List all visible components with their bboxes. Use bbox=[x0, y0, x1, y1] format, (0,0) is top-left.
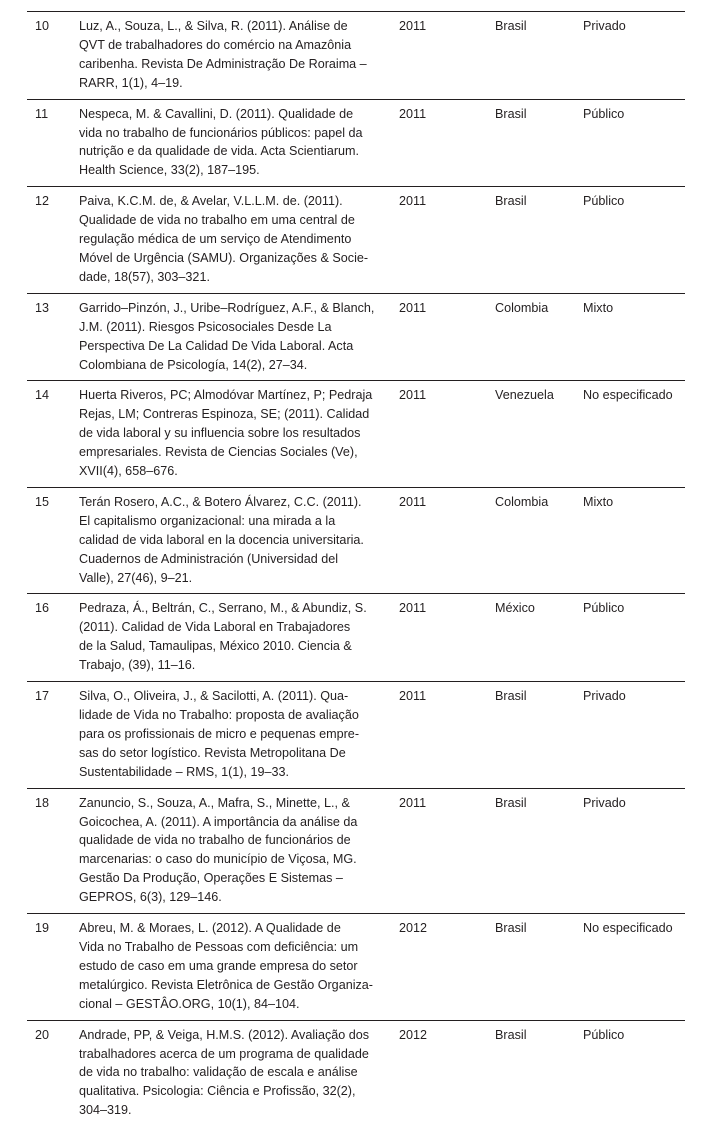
reference-line: Pedraza, Á., Beltrán, C., Serrano, M., & Abundiz, S. bbox=[79, 599, 393, 618]
sector-cell: Privado bbox=[583, 12, 685, 100]
table-row bbox=[27, 594, 685, 682]
reference-line: J.M. (2011). Riesgos Psicosociales Desde La bbox=[79, 318, 393, 337]
reference-cell bbox=[79, 12, 399, 100]
country-cell: Colombia bbox=[495, 293, 583, 381]
reference-line: QVT de trabalhadores do comércio na Amazônia bbox=[79, 36, 393, 55]
sector-cell: Privado bbox=[583, 788, 685, 913]
row-number: 16 bbox=[27, 594, 79, 682]
reference-cell bbox=[79, 487, 399, 594]
year-cell: 2011 bbox=[399, 293, 495, 381]
reference-line: qualidade de vida no trabalho de funcionários de bbox=[79, 831, 393, 850]
sector-cell: Público bbox=[583, 1020, 685, 1126]
year-cell: 2011 bbox=[399, 682, 495, 789]
reference-cell bbox=[79, 788, 399, 913]
reference-line: cional – GESTÂO.ORG, 10(1), 84–104. bbox=[79, 995, 393, 1014]
year-cell: 2011 bbox=[399, 99, 495, 187]
sector-cell: Público bbox=[583, 594, 685, 682]
reference-line: Gestão Da Produção, Operações E Sistemas – bbox=[79, 869, 393, 888]
year-cell: 2012 bbox=[399, 1020, 495, 1126]
reference-line: qualitativa. Psicologia: Ciência e Profissão, 32(2), bbox=[79, 1082, 393, 1101]
reference-line: de la Salud, Tamaulipas, México 2010. Ciencia & bbox=[79, 637, 393, 656]
references-table-body bbox=[27, 12, 685, 1126]
reference-line: Qualidade de vida no trabalho em uma central de bbox=[79, 211, 393, 230]
reference-line: Móvel de Urgência (SAMU). Organizações & Socie- bbox=[79, 249, 393, 268]
reference-line: lidade de Vida no Trabalho: proposta de avaliação bbox=[79, 706, 393, 725]
country-cell: Brasil bbox=[495, 788, 583, 913]
sector-cell: Privado bbox=[583, 682, 685, 789]
reference-line: dade, 18(57), 303–321. bbox=[79, 268, 393, 287]
country-cell: Brasil bbox=[495, 187, 583, 294]
reference-line: Health Science, 33(2), 187–195. bbox=[79, 161, 393, 180]
table-row bbox=[27, 1020, 685, 1126]
row-number: 11 bbox=[27, 99, 79, 187]
year-cell: 2011 bbox=[399, 487, 495, 594]
reference-line: Andrade, PP, & Veiga, H.M.S. (2012). Avaliação dos bbox=[79, 1026, 393, 1045]
reference-line: Valle), 27(46), 9–21. bbox=[79, 569, 393, 588]
row-number: 13 bbox=[27, 293, 79, 381]
sector-cell: No especificado bbox=[583, 914, 685, 1021]
year-cell: 2011 bbox=[399, 187, 495, 294]
table-row bbox=[27, 381, 685, 488]
reference-line: Colombiana de Psicología, 14(2), 27–34. bbox=[79, 356, 393, 375]
table-row bbox=[27, 12, 685, 100]
reference-line: regulação médica de um serviço de Atendimento bbox=[79, 230, 393, 249]
reference-line: Rejas, LM; Contreras Espinoza, SE; (2011). Calidad bbox=[79, 405, 393, 424]
reference-line: trabalhadores acerca de um programa de qualidade bbox=[79, 1045, 393, 1064]
reference-line: sas do setor logístico. Revista Metropolitana De bbox=[79, 744, 393, 763]
sector-cell: Mixto bbox=[583, 487, 685, 594]
reference-line: Sustentabilidade – RMS, 1(1), 19–33. bbox=[79, 763, 393, 782]
reference-line: empresariales. Revista de Ciencias Sociales (Ve), bbox=[79, 443, 393, 462]
year-cell: 2011 bbox=[399, 594, 495, 682]
table-row bbox=[27, 99, 685, 187]
year-cell: 2012 bbox=[399, 914, 495, 1021]
reference-line: Zanuncio, S., Souza, A., Mafra, S., Minette, L., & bbox=[79, 794, 393, 813]
table-row bbox=[27, 682, 685, 789]
reference-line: RARR, 1(1), 4–19. bbox=[79, 74, 393, 93]
reference-line: Cuadernos de Administración (Universidad del bbox=[79, 550, 393, 569]
reference-cell bbox=[79, 594, 399, 682]
country-cell: México bbox=[495, 594, 583, 682]
reference-line: Nespeca, M. & Cavallini, D. (2011). Qualidade de bbox=[79, 105, 393, 124]
reference-line: caribenha. Revista De Administração De Roraima – bbox=[79, 55, 393, 74]
reference-line: nutrição e da qualidade de vida. Acta Scientiarum. bbox=[79, 142, 393, 161]
reference-line: Luz, A., Souza, L., & Silva, R. (2011). Análise de bbox=[79, 17, 393, 36]
reference-cell bbox=[79, 682, 399, 789]
references-table-container bbox=[27, 11, 685, 1126]
country-cell: Colombia bbox=[495, 487, 583, 594]
row-number: 14 bbox=[27, 381, 79, 488]
year-cell: 2011 bbox=[399, 788, 495, 913]
reference-line: de vida no trabalho: validação de escala e análise bbox=[79, 1063, 393, 1082]
country-cell: Brasil bbox=[495, 1020, 583, 1126]
reference-cell bbox=[79, 1020, 399, 1126]
reference-line: calidad de vida laboral en la docencia universitaria. bbox=[79, 531, 393, 550]
table-row bbox=[27, 788, 685, 913]
reference-line: vida no trabalho de funcionários públicos: papel da bbox=[79, 124, 393, 143]
country-cell: Brasil bbox=[495, 914, 583, 1021]
reference-line: Trabajo, (39), 11–16. bbox=[79, 656, 393, 675]
table-row bbox=[27, 293, 685, 381]
reference-line: El capitalismo organizacional: una mirada a la bbox=[79, 512, 393, 531]
reference-cell bbox=[79, 381, 399, 488]
sector-cell: Público bbox=[583, 99, 685, 187]
table-row bbox=[27, 914, 685, 1021]
reference-cell bbox=[79, 914, 399, 1021]
reference-line: XVII(4), 658–676. bbox=[79, 462, 393, 481]
reference-line: Vida no Trabalho de Pessoas com deficiência: um bbox=[79, 938, 393, 957]
reference-line: Abreu, M. & Moraes, L. (2012). A Qualidade de bbox=[79, 919, 393, 938]
reference-line: Garrido–Pinzón, J., Uribe–Rodríguez, A.F., & Blanch, bbox=[79, 299, 393, 318]
country-cell: Brasil bbox=[495, 12, 583, 100]
reference-line: 304–319. bbox=[79, 1101, 393, 1120]
country-cell: Brasil bbox=[495, 99, 583, 187]
reference-line: Huerta Riveros, PC; Almodóvar Martínez, P; Pedraja bbox=[79, 386, 393, 405]
reference-cell bbox=[79, 187, 399, 294]
row-number: 17 bbox=[27, 682, 79, 789]
table-row bbox=[27, 187, 685, 294]
reference-line: Terán Rosero, A.C., & Botero Álvarez, C.C. (2011). bbox=[79, 493, 393, 512]
references-table bbox=[27, 11, 685, 1126]
reference-line: Perspectiva De La Calidad De Vida Laboral. Acta bbox=[79, 337, 393, 356]
reference-cell bbox=[79, 99, 399, 187]
sector-cell: Mixto bbox=[583, 293, 685, 381]
reference-line: metalúrgico. Revista Eletrônica de Gestão Organiza- bbox=[79, 976, 393, 995]
row-number: 18 bbox=[27, 788, 79, 913]
sector-cell: Público bbox=[583, 187, 685, 294]
reference-line: (2011). Calidad de Vida Laboral en Trabajadores bbox=[79, 618, 393, 637]
country-cell: Brasil bbox=[495, 682, 583, 789]
reference-line: Silva, O., Oliveira, J., & Sacilotti, A. (2011). Qua- bbox=[79, 687, 393, 706]
reference-cell bbox=[79, 293, 399, 381]
reference-line: de vida laboral y su influencia sobre los resultados bbox=[79, 424, 393, 443]
table-row bbox=[27, 487, 685, 594]
row-number: 15 bbox=[27, 487, 79, 594]
row-number: 12 bbox=[27, 187, 79, 294]
reference-line: Goicochea, A. (2011). A importância da análise da bbox=[79, 813, 393, 832]
row-number: 10 bbox=[27, 12, 79, 100]
year-cell: 2011 bbox=[399, 12, 495, 100]
reference-line: marcenarias: o caso do município de Viçosa, MG. bbox=[79, 850, 393, 869]
row-number: 20 bbox=[27, 1020, 79, 1126]
reference-line: GEPROS, 6(3), 129–146. bbox=[79, 888, 393, 907]
reference-line: Paiva, K.C.M. de, & Avelar, V.L.L.M. de. (2011). bbox=[79, 192, 393, 211]
row-number: 19 bbox=[27, 914, 79, 1021]
country-cell: Venezuela bbox=[495, 381, 583, 488]
year-cell: 2011 bbox=[399, 381, 495, 488]
reference-line: estudo de caso em uma grande empresa do setor bbox=[79, 957, 393, 976]
sector-cell: No especificado bbox=[583, 381, 685, 488]
reference-line: para os profissionais de micro e pequenas empre- bbox=[79, 725, 393, 744]
